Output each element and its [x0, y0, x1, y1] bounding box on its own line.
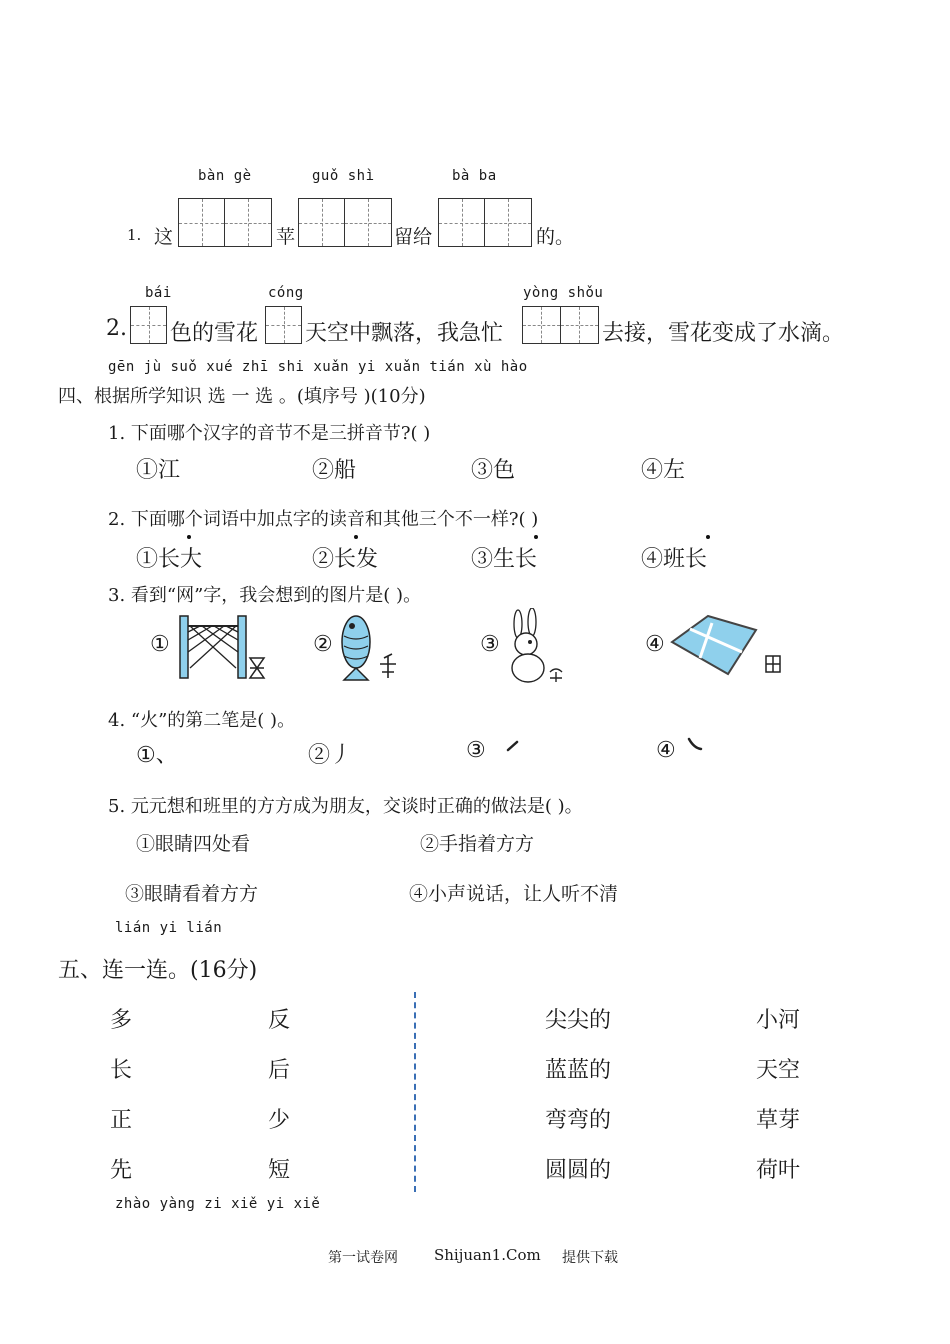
- match-noun-2[interactable]: 天空: [756, 1058, 801, 1083]
- match-adj-3[interactable]: 弯弯的: [545, 1108, 612, 1133]
- q4-2-option-4[interactable]: ④班长: [641, 547, 708, 572]
- q1-text-3: 留给: [394, 226, 433, 248]
- q4-2-option-1[interactable]: ①长大: [136, 547, 203, 572]
- pinyin-yongshou: yòng shǒu: [523, 285, 604, 301]
- stroke-dian-right-icon: [686, 736, 704, 754]
- emphasis-dot: [706, 535, 710, 539]
- match-left-4[interactable]: 先: [110, 1158, 133, 1183]
- q4-2-option-3[interactable]: ③生长: [471, 547, 538, 572]
- match-adj-2[interactable]: 蓝蓝的: [545, 1058, 612, 1083]
- match-antonym-4[interactable]: 短: [268, 1158, 291, 1183]
- match-adj-4[interactable]: 圆圆的: [545, 1158, 612, 1183]
- q4-5-option-3[interactable]: ③眼睛看着方方: [125, 883, 259, 905]
- q2-text-2: 天空中飘落，我急忙: [305, 321, 504, 346]
- q2-text-1: 色的雪花: [170, 321, 259, 346]
- q4-4-stem: 4. “火”的第二笔是( )。: [108, 710, 296, 731]
- match-antonym-3[interactable]: 少: [268, 1108, 291, 1133]
- q4-4-option-3[interactable]: ③: [466, 738, 486, 763]
- answer-grid-2[interactable]: [298, 198, 392, 247]
- answer-grid-6[interactable]: [522, 306, 599, 344]
- footer-site-link[interactable]: Shijuan1.Com: [434, 1246, 541, 1264]
- match-left-1[interactable]: 多: [110, 1008, 133, 1033]
- q4-1-option-4[interactable]: ④左: [641, 458, 686, 483]
- pinyin-cong: cóng: [268, 285, 304, 301]
- q4-5-option-1[interactable]: ①眼睛四处看: [136, 833, 251, 855]
- q4-1-option-2[interactable]: ②船: [312, 458, 357, 483]
- pinyin-bai: bái: [145, 285, 172, 301]
- section4-pinyin: gēn jù suǒ xué zhī shi xuǎn yi xuǎn tián xù hào: [108, 359, 528, 375]
- emphasis-dot: [354, 535, 358, 539]
- rabbit-icon: [504, 608, 570, 686]
- q4-4-option-4[interactable]: ④: [656, 738, 676, 763]
- q4-1-option-3[interactable]: ③色: [471, 458, 516, 483]
- q1-text-4: 的。: [536, 226, 575, 248]
- q4-1-option-1[interactable]: ①江: [136, 458, 181, 483]
- match-antonym-1[interactable]: 反: [268, 1008, 291, 1033]
- answer-grid-5[interactable]: [265, 306, 302, 344]
- q4-4-option-2[interactable]: ②丿: [308, 743, 353, 768]
- match-noun-4[interactable]: 荷叶: [756, 1158, 801, 1183]
- q4-2-option-2[interactable]: ②长发: [312, 547, 379, 572]
- q4-5-stem: 5. 元元想和班里的方方成为朋友，交谈时正确的做法是( )。: [108, 796, 583, 817]
- pinyin-banqe: bàn gè: [198, 168, 252, 184]
- section5-title: 五、连一连。(16分): [58, 958, 258, 983]
- answer-grid-4[interactable]: [130, 306, 167, 344]
- q4-3-stem: 3. 看到“网”字，我会想到的图片是( )。: [108, 585, 422, 606]
- tray-icon: [668, 612, 788, 680]
- match-noun-1[interactable]: 小河: [756, 1008, 801, 1033]
- q4-3-label-4[interactable]: ④: [645, 632, 665, 657]
- q2-text-3: 去接，雪花变成了水滴。: [602, 321, 845, 346]
- section5-pinyin: lián yi lián: [115, 920, 223, 936]
- section6-pinyin: zhào yàng zi xiě yi xiě: [115, 1196, 321, 1212]
- q1-text-1: 这: [154, 226, 174, 248]
- section-divider: [414, 992, 416, 1192]
- pinyin-baba: bà ba: [452, 168, 497, 184]
- section4-title: 四、根据所学知识 选 一 选 。(填序号 )(10分): [58, 386, 426, 407]
- stroke-dian-left-icon: [505, 740, 519, 754]
- q4-2-stem: 2. 下面哪个词语中加点字的读音和其他三个不一样?( ): [108, 509, 539, 530]
- answer-grid-1[interactable]: [178, 198, 272, 247]
- q1-number: 1.: [127, 226, 142, 244]
- q4-5-option-2[interactable]: ②手指着方方: [420, 833, 535, 855]
- match-antonym-2[interactable]: 后: [268, 1058, 291, 1083]
- q1-text-2: 苹: [276, 226, 296, 248]
- q4-3-label-2[interactable]: ②: [313, 632, 333, 657]
- footer-site-name: 第一试卷网: [328, 1250, 398, 1266]
- pinyin-guoshi: guǒ shì: [312, 168, 375, 184]
- emphasis-dot: [187, 535, 191, 539]
- match-noun-3[interactable]: 草芽: [756, 1108, 801, 1133]
- q4-4-option-1[interactable]: ①、: [136, 743, 178, 768]
- q2-number: 2.: [106, 316, 127, 341]
- q4-3-label-1[interactable]: ①: [150, 632, 170, 657]
- q4-5-option-4[interactable]: ④小声说话，让人听不清: [409, 883, 619, 905]
- q4-3-label-3[interactable]: ③: [480, 632, 500, 657]
- emphasis-dot: [534, 535, 538, 539]
- fish-icon: [336, 608, 402, 684]
- q4-1-stem: 1. 下面哪个汉字的音节不是三拼音节?( ): [108, 423, 431, 444]
- match-adj-1[interactable]: 尖尖的: [545, 1008, 612, 1033]
- match-left-3[interactable]: 正: [110, 1108, 133, 1133]
- match-left-2[interactable]: 长: [110, 1058, 133, 1083]
- footer-note: 提供下载: [562, 1250, 618, 1266]
- net-icon: [176, 612, 268, 684]
- answer-grid-3[interactable]: [438, 198, 532, 247]
